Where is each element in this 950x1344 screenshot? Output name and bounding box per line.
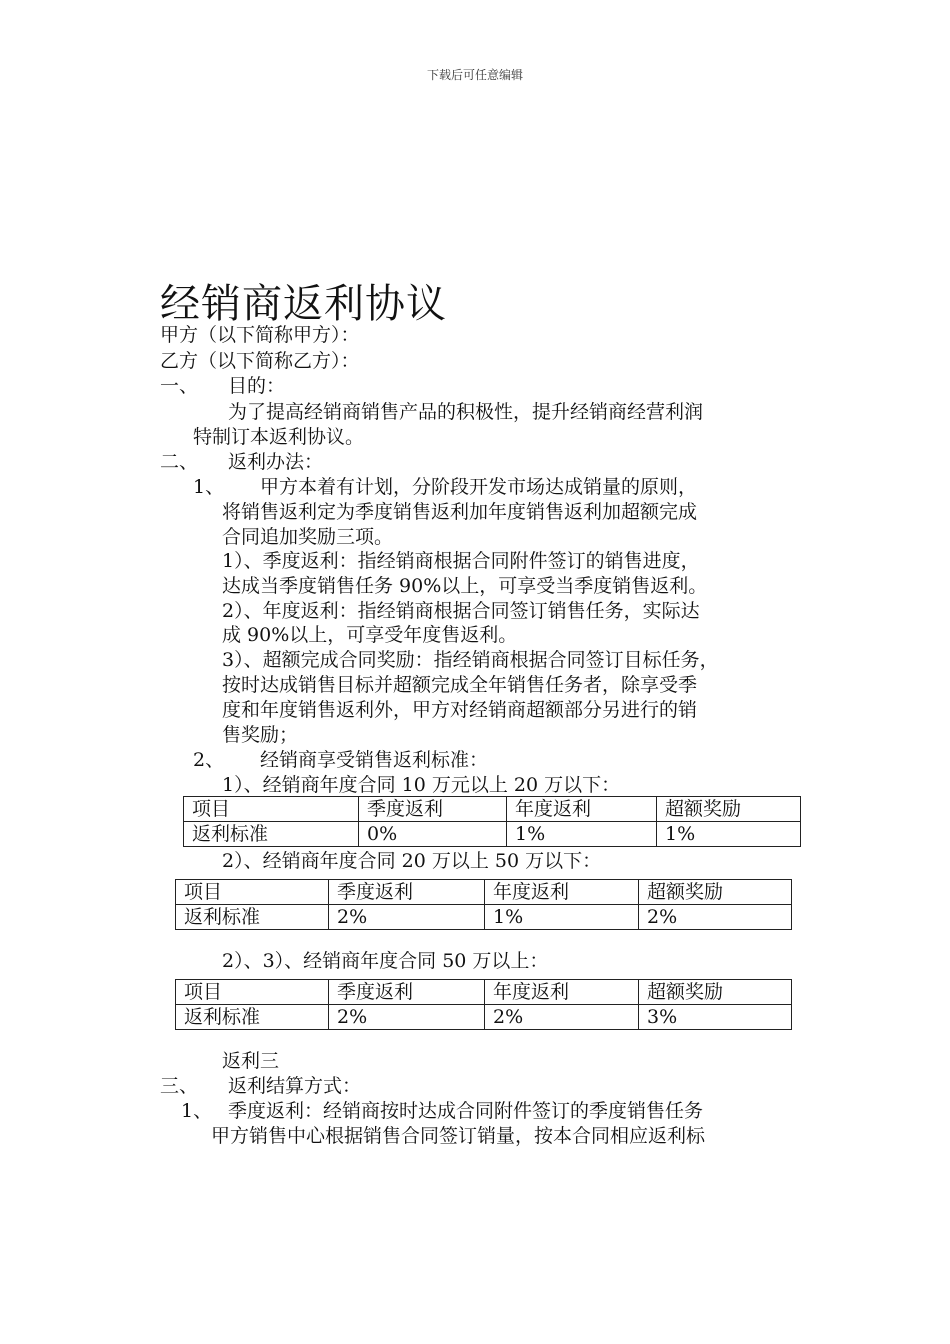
table-1-caption: 1）、经销商年度合同 10 万元以上 20 万以下：: [222, 774, 621, 796]
item-1-number: 1、: [193, 476, 225, 498]
table-cell: 2%: [329, 1005, 485, 1030]
table-cell: 超额奖励: [639, 880, 792, 905]
section-1-paragraph-line: 为了提高经销商销售产品的积极性，提升经销商经营利润: [228, 401, 704, 423]
table-cell: 1%: [657, 822, 801, 847]
table-cell: 年度返利: [485, 980, 639, 1005]
table-cell: 1%: [485, 905, 639, 930]
table-cell: 2%: [329, 905, 485, 930]
table-cell: 0%: [359, 822, 507, 847]
document-title: 经销商返利协议: [160, 281, 447, 327]
section-2-title: 返利办法：: [228, 451, 324, 473]
table-row: [176, 905, 792, 930]
excess-reward-line: 按时达成销售目标并超额完成全年销售任务者，除享受季: [222, 674, 698, 696]
quarterly-rebate-line: 达成当季度销售任务 90%以上，可享受当季度销售返利。: [222, 575, 708, 597]
table-cell: 年度返利: [485, 880, 639, 905]
rebate-three-label: 返利三: [222, 1050, 280, 1072]
table-cell: 项目: [184, 797, 359, 822]
section-2-number: 二、: [160, 451, 199, 473]
section-3-item-1-line: 季度返利：经销商按时达成合同附件签订的季度销售任务: [228, 1100, 704, 1122]
item-1-line: 甲方本着有计划，分阶段开发市场达成销量的原则，: [260, 476, 698, 498]
table-row: [184, 822, 801, 847]
item-1-line: 将销售返利定为季度销售返利加年度销售返利加超额完成: [222, 501, 698, 523]
table-header-row: [176, 980, 792, 1005]
table-cell: 季度返利: [329, 980, 485, 1005]
table-cell: 2%: [485, 1005, 639, 1030]
rebate-table-3: [175, 979, 792, 1030]
excess-reward-line: 售奖励；: [222, 724, 299, 746]
section-3-title: 返利结算方式：: [228, 1075, 362, 1097]
table-cell: 返利标准: [176, 1005, 329, 1030]
table-cell: 年度返利: [507, 797, 657, 822]
quarterly-rebate-line: 1）、季度返利：指经销商根据合同附件签订的销售进度，: [222, 550, 700, 572]
table-cell: 季度返利: [329, 880, 485, 905]
table-cell: 项目: [176, 880, 329, 905]
table-cell: 返利标准: [184, 822, 359, 847]
section-3-item-1-number: 1、: [181, 1100, 213, 1122]
table-cell: 3%: [639, 1005, 792, 1030]
table-cell: 1%: [507, 822, 657, 847]
party-b-line: 乙方（以下简称乙方）：: [160, 350, 360, 372]
table-cell: 季度返利: [359, 797, 507, 822]
table-header-row: [176, 880, 792, 905]
rebate-table-2: [175, 879, 792, 930]
section-1-title: 目的：: [228, 375, 286, 397]
table-row: [176, 1005, 792, 1030]
table-3-caption: 2）、3）、经销商年度合同 50 万以上：: [222, 950, 549, 972]
page-header: 下载后可任意编辑: [426, 68, 523, 82]
table-cell: 2%: [639, 905, 792, 930]
table-cell: 项目: [176, 980, 329, 1005]
party-a-line: 甲方（以下简称甲方）：: [160, 324, 360, 346]
table-cell: 超额奖励: [639, 980, 792, 1005]
item-2-number: 2、: [193, 749, 225, 771]
section-1-paragraph-line: 特制订本返利协议。: [193, 426, 365, 448]
rebate-table-1: [183, 796, 801, 847]
section-3-number: 三、: [160, 1075, 199, 1097]
annual-rebate-line: 2）、年度返利：指经销商根据合同签订销售任务，实际达: [222, 600, 700, 622]
table-2-caption: 2）、经销商年度合同 20 万以上 50 万以下：: [222, 850, 602, 872]
section-1-number: 一、: [160, 375, 199, 397]
table-cell: 超额奖励: [657, 797, 801, 822]
section-3-item-1-line: 甲方销售中心根据销售合同签订销量，按本合同相应返利标: [211, 1125, 706, 1147]
item-2-title: 经销商享受销售返利标准：: [260, 749, 489, 771]
annual-rebate-line: 成 90%以上，可享受年度售返利。: [222, 624, 518, 646]
excess-reward-line: 3）、超额完成合同奖励：指经销商根据合同签订目标任务，: [222, 649, 719, 671]
excess-reward-line: 度和年度销售返利外，甲方对经销商超额部分另进行的销: [222, 699, 698, 721]
table-header-row: [184, 797, 801, 822]
item-1-line: 合同追加奖励三项。: [222, 526, 394, 548]
table-cell: 返利标准: [176, 905, 329, 930]
